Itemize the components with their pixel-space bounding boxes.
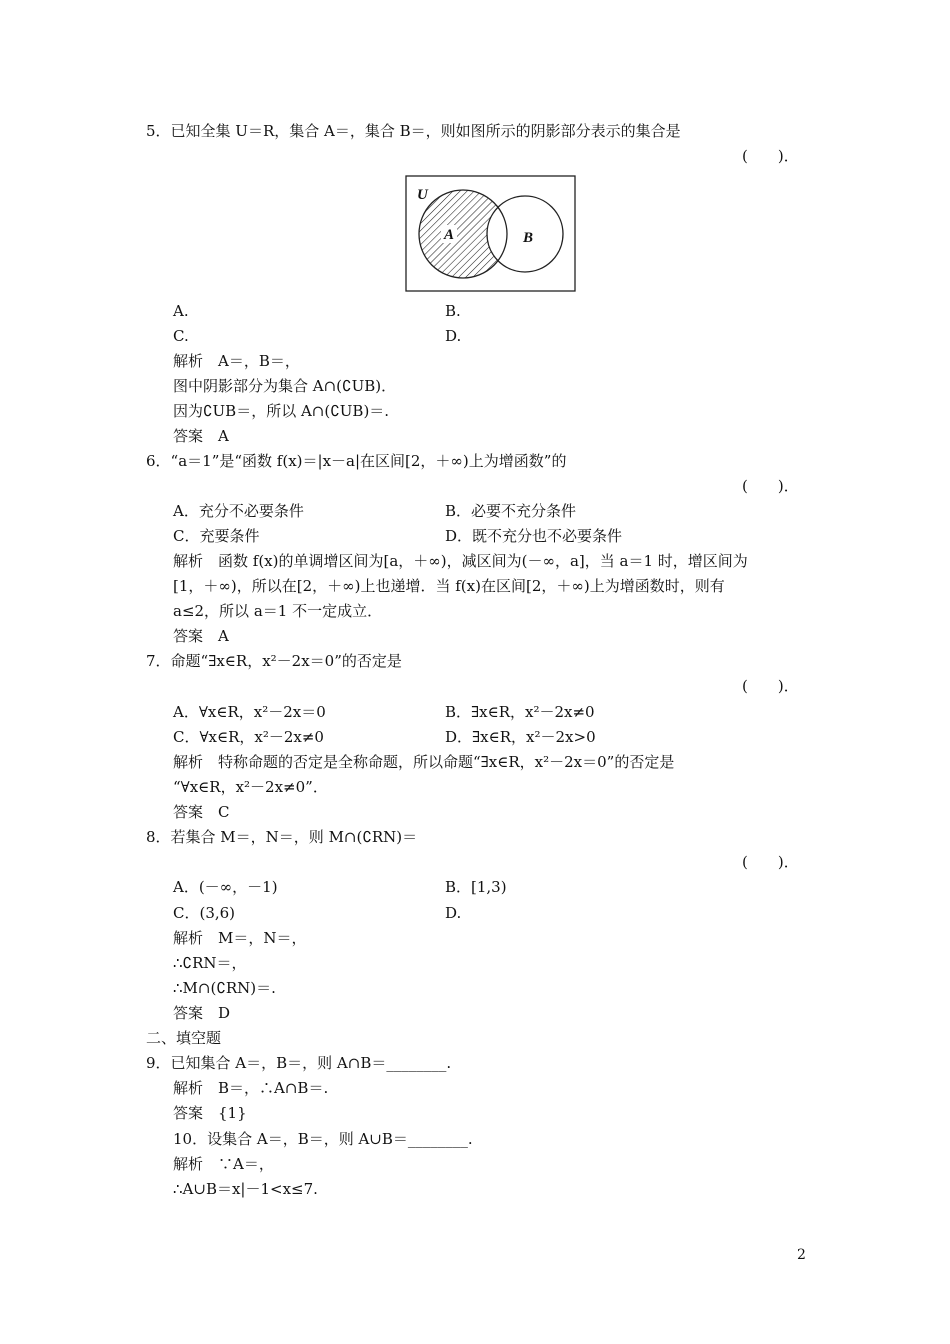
q7-answer: 答案 C xyxy=(173,803,230,821)
q6-option-c: C．充要条件 xyxy=(173,527,260,545)
q5-option-c: C. xyxy=(173,327,189,345)
page-number: 2 xyxy=(797,1247,806,1263)
q7-option-d: D．∃x∈R，x²－2x>0 xyxy=(445,728,596,746)
q10-analysis-line-1: 解析 ∵A＝， xyxy=(173,1155,274,1173)
q5-answer-parens: ( )． xyxy=(742,147,799,165)
q5-option-d: D. xyxy=(445,327,462,345)
q6-option-a: A．充分不必要条件 xyxy=(173,502,304,520)
q8-answer: 答案 D xyxy=(173,1004,231,1022)
q6-answer-parens: ( )． xyxy=(742,477,799,495)
q8-option-a: A．(－∞，－1) xyxy=(173,878,278,896)
q8-stem: 8．若集合 M＝，N＝，则 M∩(∁RN)＝ xyxy=(146,828,418,846)
q7-analysis-line-2: “∀x∈R，x²－2x≠0”． xyxy=(173,778,328,796)
q7-answer-parens: ( )． xyxy=(742,677,799,695)
q10-stem: 10．设集合 A＝，B＝，则 A∪B＝________. xyxy=(173,1130,473,1148)
q9-answer: 答案 {1} xyxy=(173,1104,247,1122)
q7-option-a: A．∀x∈R，x²－2x＝0 xyxy=(173,703,326,721)
q7-stem: 7．命题“∃x∈R，x²－2x＝0”的否定是 xyxy=(146,652,402,670)
q5-analysis-line-3: 因为∁UB＝，所以 A∩(∁UB)＝. xyxy=(173,402,390,420)
label-a: A xyxy=(444,227,455,243)
q8-option-d: D. xyxy=(445,904,462,922)
q5-option-a: A. xyxy=(173,302,189,320)
q8-analysis-line-3: ∴M∩(∁RN)＝. xyxy=(173,979,276,997)
q6-answer: 答案 A xyxy=(173,627,229,645)
q6-analysis-line-2: [1，＋∞)，所以在[2，＋∞)上也递增．当 f(x)在区间[2，＋∞)上为增函数时，则有 xyxy=(173,577,725,595)
q6-analysis-line-3: a≤2，所以 a＝1 不一定成立． xyxy=(173,602,383,620)
q9-analysis: 解析 B＝，∴A∩B＝. xyxy=(173,1079,329,1097)
q8-analysis-line-1: 解析 M＝，N＝， xyxy=(173,929,307,947)
q7-option-c: C．∀x∈R，x²－2x≠0 xyxy=(173,728,324,746)
section-heading-fill-in: 二、填空题 xyxy=(146,1029,222,1047)
q5-option-b: B. xyxy=(445,302,461,320)
label-b: B xyxy=(523,230,534,246)
q7-option-b: B．∃x∈R，x²－2x≠0 xyxy=(445,703,595,721)
venn-diagram xyxy=(405,175,577,293)
q8-analysis-line-2: ∴∁RN＝， xyxy=(173,954,247,972)
q7-analysis-line-1: 解析 特称命题的否定是全称命题，所以命题“∃x∈R，x²－2x＝0”的否定是 xyxy=(173,753,675,771)
q8-option-b: B．[1,3) xyxy=(445,878,507,896)
q6-stem: 6．“a＝1”是“函数 f(x)＝|x－a|在区间[2，＋∞)上为增函数”的 xyxy=(146,452,567,470)
q6-option-d: D．既不充分也不必要条件 xyxy=(445,527,623,545)
label-u: U xyxy=(417,187,428,203)
q6-option-b: B．必要不充分条件 xyxy=(445,502,577,520)
q6-analysis-line-1: 解析 函数 f(x)的单调增区间为[a，＋∞)，减区间为(－∞，a]，当 a＝1 时，增区间为 xyxy=(173,552,748,570)
q8-answer-parens: ( )． xyxy=(742,853,799,871)
q5-stem: 5．已知全集 U＝R，集合 A＝，集合 B＝，则如图所示的阴影部分表示的集合是 xyxy=(146,122,681,140)
q9-stem: 9．已知集合 A＝，B＝，则 A∩B＝________. xyxy=(146,1054,452,1072)
q10-analysis-line-2: ∴A∪B＝x|－1<x≤7. xyxy=(173,1180,318,1198)
q8-option-c: C．(3,6) xyxy=(173,904,236,922)
q5-analysis-line-1: 解析 A＝，B＝， xyxy=(173,352,300,370)
q5-answer: 答案 A xyxy=(173,427,229,445)
q5-analysis-line-2: 图中阴影部分为集合 A∩(∁UB)． xyxy=(173,377,397,395)
